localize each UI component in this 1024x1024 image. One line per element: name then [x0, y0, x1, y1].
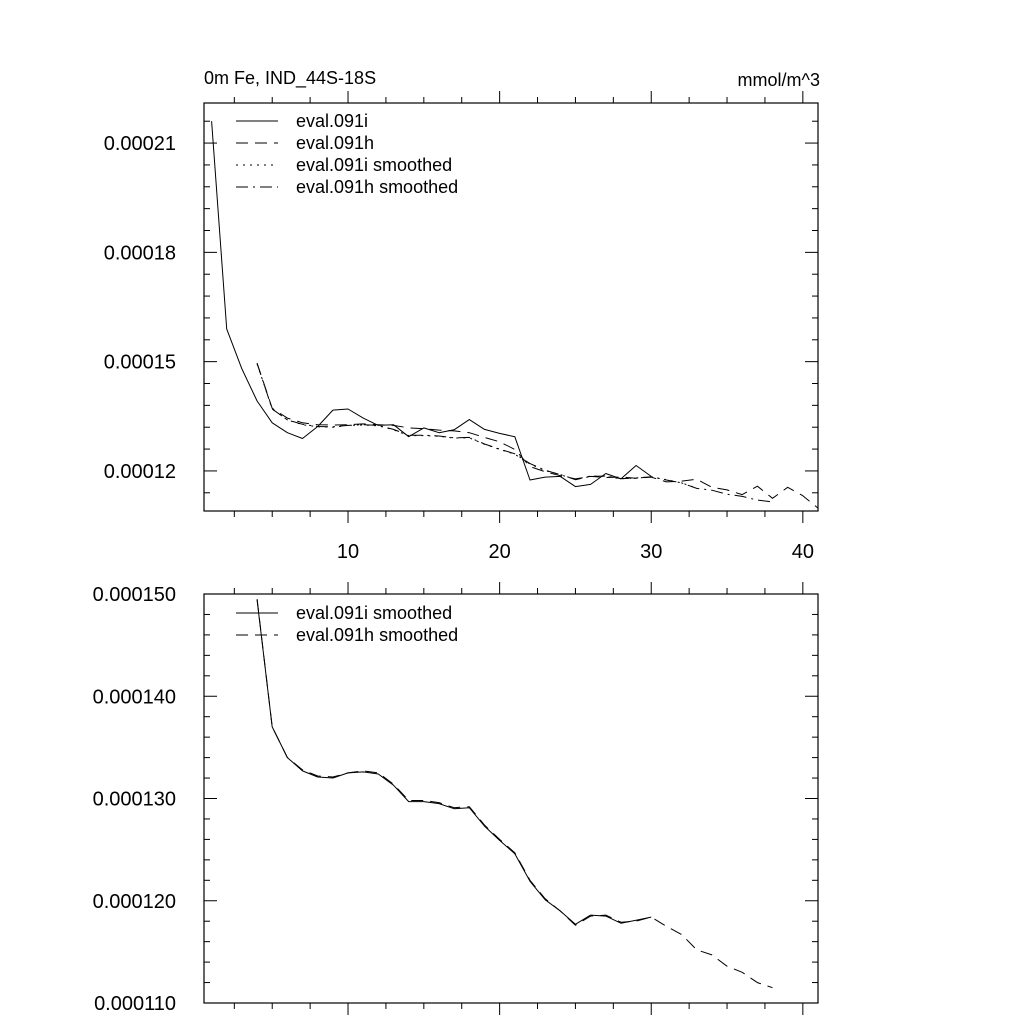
- y-tick-label: 0.000150: [92, 584, 176, 606]
- y-tick-label: 0.00018: [103, 242, 176, 265]
- y-tick-label: 0.000120: [92, 890, 176, 913]
- chart-units: mmol/m^3: [737, 70, 820, 90]
- y-tick-label: 0.000130: [92, 788, 176, 811]
- legend-label-2: eval.091h smoothed: [296, 625, 459, 645]
- x-tick-label: 30: [640, 541, 663, 563]
- legend-label-2: eval.091h: [296, 133, 375, 153]
- x-tick-label: 20: [488, 541, 511, 563]
- legend-label-4: eval.091h smoothed: [296, 177, 459, 197]
- y-tick-label: 0.000110: [94, 993, 176, 1015]
- y-tick-label: 0.000140: [92, 686, 176, 709]
- legend-label-3: eval.091i smoothed: [296, 155, 453, 175]
- chart-title: 0m Fe, IND_44S-18S: [204, 68, 377, 88]
- y-tick-label: 0.00021: [103, 133, 176, 156]
- y-tick-label: 0.00012: [103, 460, 176, 483]
- legend-label-1: eval.091i: [296, 111, 369, 131]
- y-tick-label: 0.00015: [103, 351, 176, 374]
- x-tick-label: 10: [336, 541, 360, 563]
- x-tick-label: 40: [791, 541, 814, 563]
- legend-label-1: eval.091i smoothed: [296, 603, 453, 623]
